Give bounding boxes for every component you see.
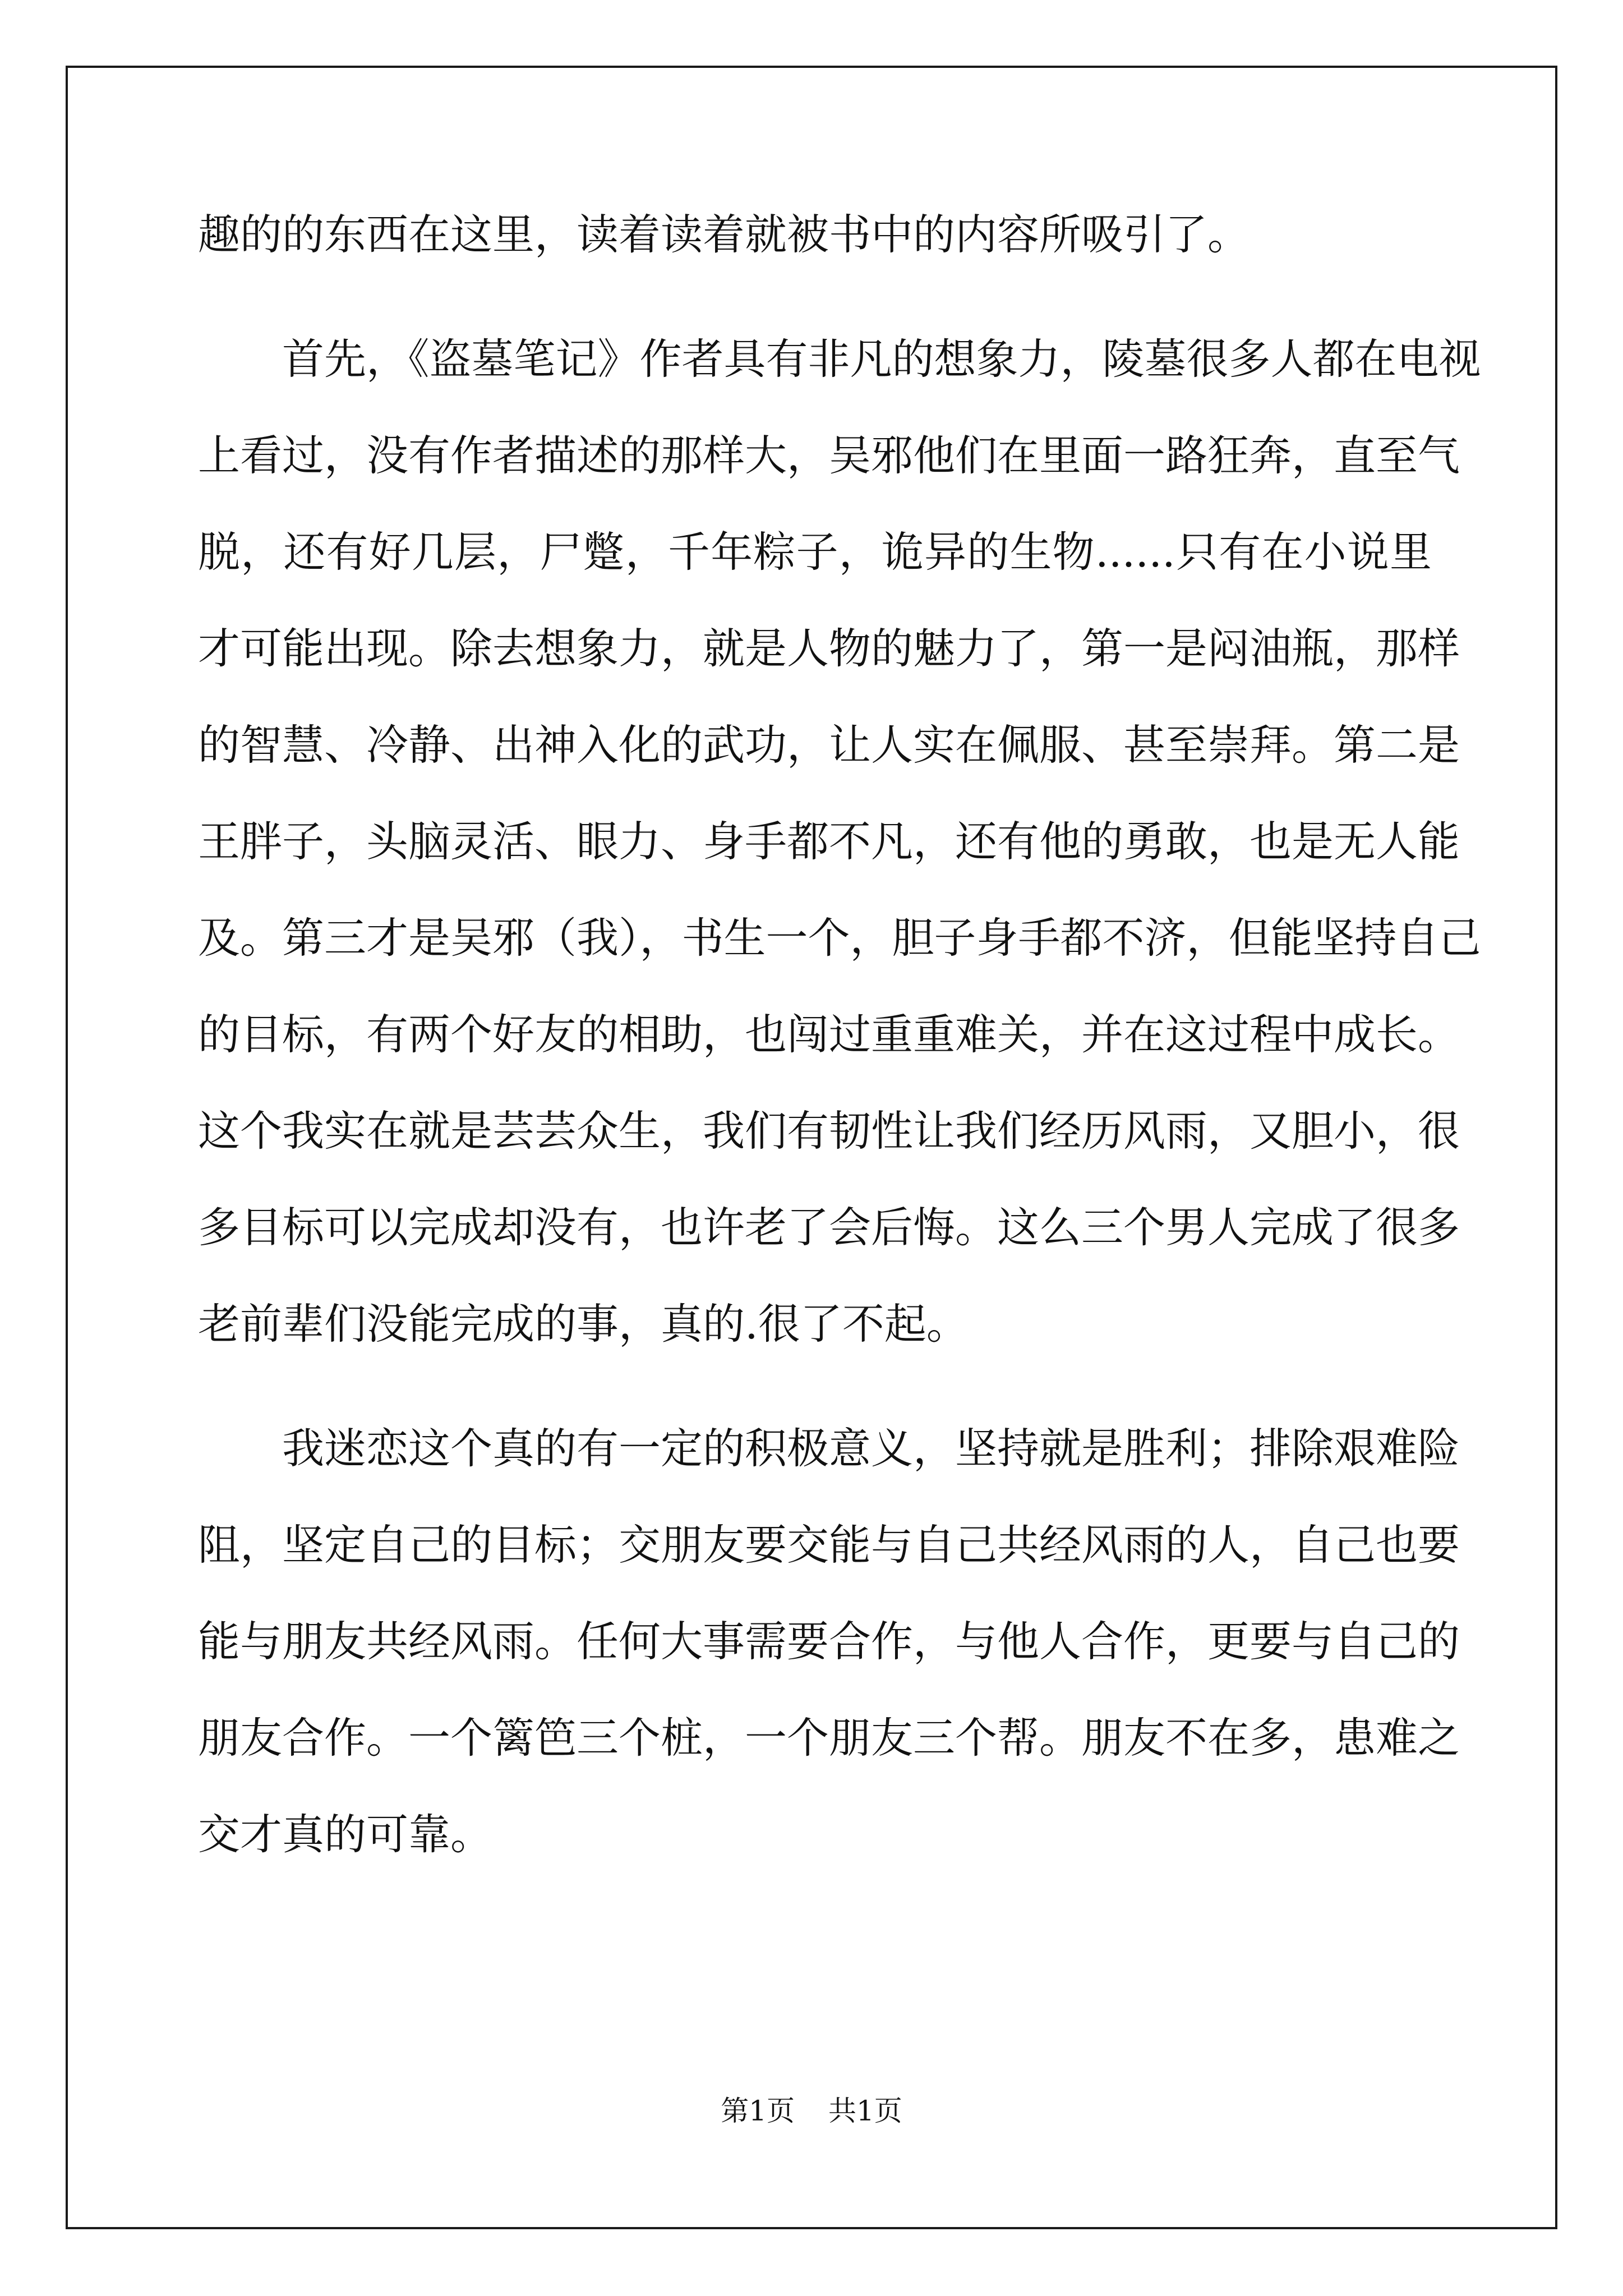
text-line: 脱，还有好几层，尸蹩，千年粽子，诡异的生物......只有在小说里 <box>198 527 1432 577</box>
text-line: 能与朋友共经风雨。任何大事需要合作，与他人合作，更要与自己的 <box>198 1617 1460 1666</box>
text-line: 阻，坚定自己的目标；交朋友要交能与自己共经风雨的人，自己也要 <box>198 1520 1460 1570</box>
text-line: 交才真的可靠。 <box>198 1810 493 1859</box>
page-footer <box>0 2088 1623 2129</box>
text-line: 王胖子，头脑灵活、眼力、身手都不凡，还有他的勇敢，也是无人能 <box>198 817 1460 866</box>
text-line: 这个我实在就是芸芸众生，我们有韧性让我们经历风雨，又胆小，很 <box>198 1106 1460 1156</box>
text-line: 的智慧、冷静、出神入化的武功，让人实在佩服、甚至崇拜。第二是 <box>198 720 1460 770</box>
page-total: 共1页 <box>828 2095 902 2127</box>
paragraph-first-line: 我迷恋这个真的有一定的积极意义，坚持就是胜利；排除艰难险 <box>282 1424 1460 1473</box>
text-line: 才可能出现。除去想象力，就是人物的魅力了，第一是闷油瓶，那样 <box>198 624 1460 673</box>
text-line: 朋友合作。一个篱笆三个桩，一个朋友三个帮。朋友不在多，患难之 <box>198 1713 1460 1763</box>
text-line: 老前辈们没能完成的事，真的.很了不起。 <box>198 1299 969 1349</box>
text-line: 的目标，有两个好友的相助，也闯过重重难关，并在这过程中成长。 <box>198 1010 1460 1059</box>
text-line: 及。第三才是吴邪（我），书生一个，胆子身手都不济，但能坚持自己 <box>198 913 1481 963</box>
text-line: 上看过，没有作者描述的那样大，吴邪他们在里面一路狂奔，直至气 <box>198 431 1460 480</box>
page-number: 第1页 <box>721 2095 795 2127</box>
text-line: 多目标可以完成却没有，也许老了会后悔。这么三个男人完成了很多 <box>198 1203 1460 1252</box>
paragraph-first-line: 首先，《盗墓笔记》作者具有非凡的想象力，陵墓很多人都在电视 <box>282 334 1481 384</box>
text-line: 趣的的东西在这里，读着读着就被书中的内容所吸引了。 <box>198 210 1250 259</box>
